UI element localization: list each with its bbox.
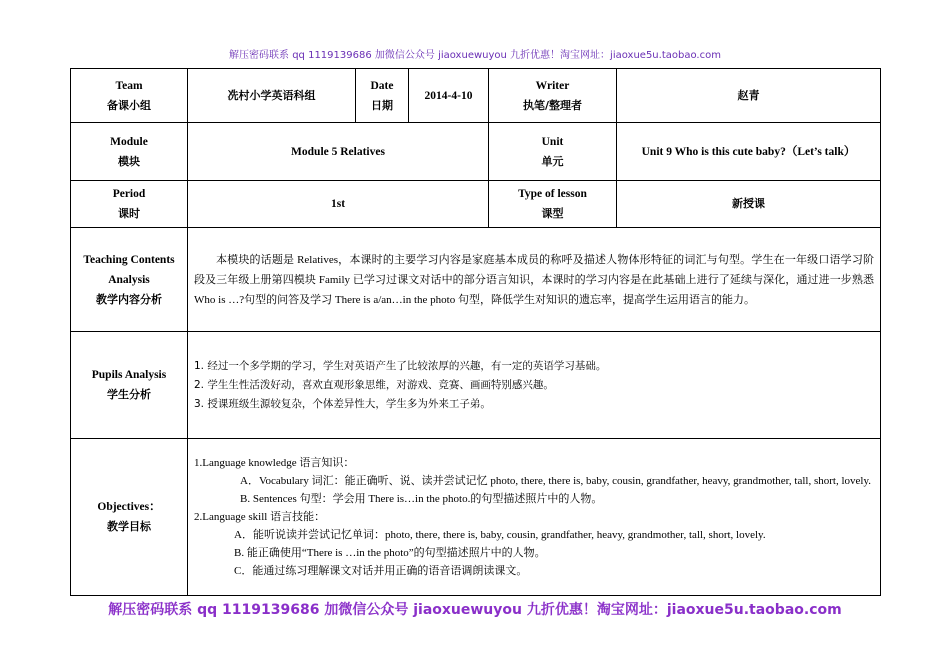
type-value xyxy=(617,181,881,228)
team-label xyxy=(71,69,188,123)
language-skill-title: 2.Language skill 语言技能： xyxy=(194,511,326,523)
row-pupils xyxy=(71,332,881,439)
type-label-cn: 课型 xyxy=(541,207,564,220)
teaching-label xyxy=(71,228,188,332)
teaching-label-en2: Analysis xyxy=(108,273,150,286)
row-teaching-contents xyxy=(71,228,881,332)
period-label-cn: 课时 xyxy=(118,207,140,220)
module-value: Module 5 Relatives xyxy=(188,123,489,181)
module-label-en: Module xyxy=(110,135,148,148)
skill-c: C．能通过练习理解课文对话并用正确的语音语调朗读课文。 xyxy=(234,565,528,577)
writer-value xyxy=(617,69,881,123)
team-label-cn: 备课小组 xyxy=(107,98,151,112)
row-objectives xyxy=(71,439,881,596)
period-label xyxy=(71,181,188,228)
skill-b: B. 能正确使用“There is …in the photo”的句型描述照片中的人物。 xyxy=(234,547,546,559)
pupils-label xyxy=(71,332,188,439)
objectives-list xyxy=(188,454,880,580)
module-label xyxy=(71,123,188,181)
pupils-list xyxy=(188,357,880,414)
row-team xyxy=(71,69,881,123)
module-label-cn: 模块 xyxy=(118,154,140,168)
writer-value-text: 赵青 xyxy=(737,88,760,102)
type-value-text: 新授课 xyxy=(732,197,765,210)
teaching-paragraph: 本模块的话题是 Relatives，本课时的主要学习内容是家庭基本成员的称呼及描述人物体形特征的词汇与句型。学生在一年级口语学习阶段及三年级上册第四模块 Family 已学习过课文对话中的部分语言知识，本课时的学习内容是在此基础上进行了延续与深化，通过进一步熟悉 Who is …?句型的问答及学习 There is a/an…in the photo 句型，降低学生对知识的遗忘率，提高学生运用语言的能力。 xyxy=(194,253,874,306)
date-label-en: Date xyxy=(370,79,394,92)
list-item: 1. 经过一个多学期的学习，学生对英语产生了比较浓厚的兴趣，有一定的英语学习基础。 xyxy=(194,359,607,372)
skill-a: A．能听说读并尝试记忆单词：photo, there, there is, baby, cousin, grandfather, heavy, grandmother, tall, short, lovely. xyxy=(234,529,766,541)
objectives-content-cell xyxy=(188,439,881,596)
period-value: 1st xyxy=(188,181,489,228)
objectives-label-en: Objectives： xyxy=(97,501,161,513)
writer-label xyxy=(489,69,617,123)
pupils-content-cell xyxy=(188,332,881,439)
row-module xyxy=(71,123,881,181)
unit-label-en: Unit xyxy=(541,135,564,148)
type-label xyxy=(489,181,617,228)
pupils-label-en: Pupils Analysis xyxy=(91,369,167,381)
period-label-en: Period xyxy=(112,188,146,200)
team-value xyxy=(188,69,356,123)
list-item: 2. 学生生性活泼好动，喜欢直观形象思维，对游戏、竞赛、画画特别感兴趣。 xyxy=(194,378,554,391)
footer-banner: 解压密码联系 qq 1119139686 加微信公众号 jiaoxuewuyou 九折优惠！淘宝网址：jiaoxue5u.taobao.com xyxy=(108,602,842,618)
list-item: 3. 授课班级生源较复杂，个体差异性大，学生多为外来工子弟。 xyxy=(194,397,491,410)
date-label xyxy=(356,69,409,123)
team-value-text: 冼村小学英语科组 xyxy=(227,88,316,102)
writer-label-en: Writer xyxy=(535,79,570,92)
date-label-cn: 日期 xyxy=(371,98,393,112)
unit-label xyxy=(489,123,617,181)
unit-label-cn: 单元 xyxy=(541,154,564,168)
language-knowledge-title: 1.Language knowledge 语言知识： xyxy=(194,457,355,469)
lesson-plan-table xyxy=(70,68,881,596)
teaching-label-cn: 教学内容分析 xyxy=(96,292,162,306)
teaching-content-cell xyxy=(188,228,881,332)
vocabulary-objective: A．Vocabulary 词汇：能正确听、说、读并尝试记忆 photo, there, there is, baby, cousin, grandfather, heavy, grandmother, tall, short, lovely. xyxy=(240,475,871,487)
unit-value: Unit 9 Who is this cute baby?（Let’s talk） xyxy=(617,123,881,181)
date-value: 2014-4-10 xyxy=(409,69,489,123)
pupils-label-cn: 学生分析 xyxy=(107,388,151,401)
header-banner: 解压密码联系 qq 1119139686 加微信公众号 jiaoxuewuyou 九折优惠！淘宝网址：jiaoxue5u.taobao.com xyxy=(229,50,721,61)
objectives-label xyxy=(71,439,188,596)
type-label-en: Type of lesson xyxy=(518,188,587,200)
objectives-label-cn: 教学目标 xyxy=(107,520,151,533)
writer-label-cn: 执笔/整理者 xyxy=(522,98,583,112)
sentences-objective: B. Sentences 句型：学会用 There is…in the photo.的句型描述照片中的人物。 xyxy=(240,493,603,505)
teaching-label-en1: Teaching Contents xyxy=(83,253,175,266)
team-label-en: Team xyxy=(115,79,143,92)
row-period xyxy=(71,181,881,228)
